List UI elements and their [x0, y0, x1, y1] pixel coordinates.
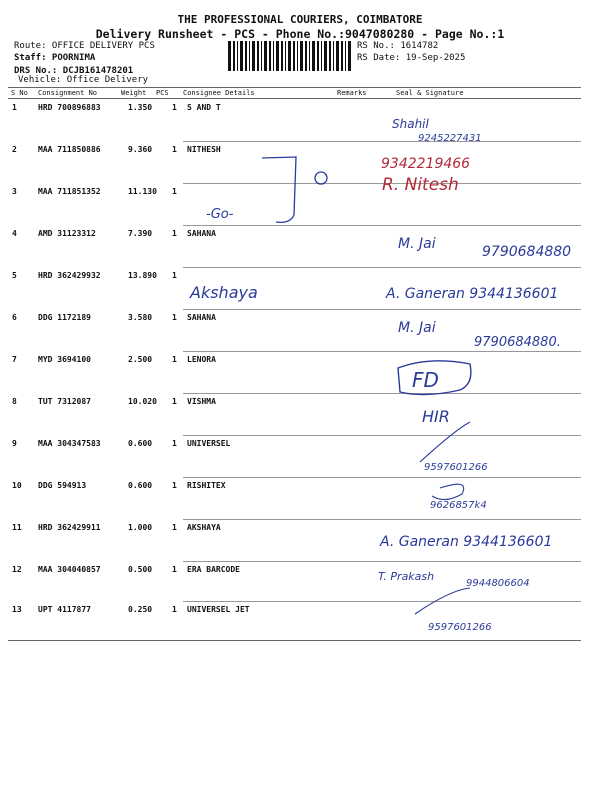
row3-bracket-mark [262, 157, 327, 222]
sig9-phone: 9597601266 [424, 462, 488, 473]
row-consignment: HRD 700896883 [38, 103, 101, 112]
sig4-phone: 9790684880 [482, 244, 572, 260]
rs-date: RS Date: 19-Sep-2025 [357, 53, 466, 63]
company-title: THE PROFESSIONAL COURIERS, COIMBATORE [177, 13, 423, 26]
row-sno: 13 [12, 605, 22, 614]
row-consignment: TUT 7312087 [38, 397, 91, 406]
row-consignee: SAHANA [187, 313, 216, 322]
row-pcs: 1 [172, 271, 177, 280]
row-sno: 7 [12, 355, 17, 364]
row-consignment: MYD 3694100 [38, 355, 91, 364]
row3-mark: -Go- [206, 207, 234, 222]
col-weight: Weight [121, 89, 147, 97]
row-pcs: 1 [172, 355, 177, 364]
row-weight: 7.390 [128, 229, 153, 238]
row-consignment: AMD 31123312 [38, 229, 96, 238]
col-consignee: Consignee Details [183, 89, 255, 97]
row-sno: 6 [12, 313, 17, 322]
row-sno: 9 [12, 439, 17, 448]
route-label: Route: OFFICE DELIVERY PCS [14, 41, 155, 51]
row-consignment: DDG 1172189 [38, 313, 91, 322]
vehicle-label: Vehicle: Office Delivery [18, 75, 149, 85]
row-pcs: 1 [172, 481, 177, 490]
col-consignment: Consignment No [38, 89, 98, 97]
row-weight: 13.890 [128, 271, 157, 280]
row-weight: 9.360 [128, 145, 153, 154]
row-pcs: 1 [172, 145, 177, 154]
sig7-stamp: FD [412, 368, 439, 392]
col-sno: S No [11, 89, 28, 97]
row-sno: 8 [12, 397, 17, 406]
row-consignee: LENORA [187, 355, 216, 364]
row-consignment: UPT 4117877 [38, 605, 91, 614]
row-pcs: 1 [172, 439, 177, 448]
row-consignee: RISHITEX [187, 481, 226, 490]
sig11-text: A. Ganeran 9344136601 [380, 534, 553, 550]
sig6-name: M. Jai [398, 320, 436, 336]
row-consignment: MAA 711851352 [38, 187, 101, 196]
sig1-phone: 9245227431 [418, 133, 482, 144]
sig1-name: Shahil [392, 117, 429, 131]
row-weight: 1.350 [128, 103, 153, 112]
row-weight: 0.600 [128, 439, 153, 448]
row-consignee: UNIVERSEL [187, 439, 231, 448]
row-weight: 10.020 [128, 397, 157, 406]
row-pcs: 1 [172, 313, 177, 322]
row-consignee: SAHANA [187, 229, 216, 238]
col-remarks: Remarks [337, 89, 367, 97]
row-consignee: NITHESH [187, 145, 221, 154]
row-sno: 4 [12, 229, 17, 238]
row-weight: 11.130 [128, 187, 157, 196]
row-pcs: 1 [172, 523, 177, 532]
row-pcs: 1 [172, 565, 177, 574]
row-weight: 2.500 [128, 355, 153, 364]
row-weight: 0.500 [128, 565, 153, 574]
row5-consignee-handwritten: Akshaya [190, 283, 258, 302]
row-weight: 1.000 [128, 523, 153, 532]
sig6-phone: 9790684880. [474, 335, 561, 350]
sig5-text: A. Ganeran 9344136601 [386, 286, 559, 302]
sig12-phone: 9944806604 [466, 578, 530, 589]
col-pcs: PCS [156, 89, 169, 97]
row-consignee: ERA BARCODE [187, 565, 240, 574]
sig2-name: R. Nitesh [382, 175, 459, 195]
row-consignee: VISHMA [187, 397, 216, 406]
row-consignment: MAA 711850886 [38, 145, 101, 154]
row-weight: 0.600 [128, 481, 153, 490]
row-pcs: 1 [172, 103, 177, 112]
row-pcs: 1 [172, 397, 177, 406]
row-sno: 3 [12, 187, 17, 196]
sig8-text: HIR [422, 407, 450, 426]
row-consignee: S AND T [187, 103, 221, 112]
row-weight: 3.580 [128, 313, 153, 322]
runsheet-subtitle: Delivery Runsheet - PCS - Phone No.:9047080280 - Page No.:1 [95, 27, 505, 41]
row-weight: 0.250 [128, 605, 153, 614]
sig13-phone: 9597601266 [428, 622, 492, 633]
col-signature: Seal & Signature [396, 89, 464, 97]
row-consignment: HRD 362429932 [38, 271, 101, 280]
row-pcs: 1 [172, 605, 177, 614]
rs-number: RS No.: 1614782 [357, 41, 439, 51]
row-pcs: 1 [172, 187, 177, 196]
sig12-name: T. Prakash [378, 570, 435, 583]
row-sno: 5 [12, 271, 17, 280]
drs-number: DRS No.: DCJB161478201 [14, 66, 134, 76]
row-sno: 1 [12, 103, 17, 112]
row-sno: 10 [12, 481, 22, 490]
row-consignment: MAA 304347583 [38, 439, 101, 448]
row-sno: 11 [12, 523, 22, 532]
row-consignee: UNIVERSEL JET [187, 605, 250, 614]
row-pcs: 1 [172, 229, 177, 238]
sig9-flourish [415, 422, 470, 614]
sig2-phone: 9342219466 [381, 156, 471, 172]
row-sno: 2 [12, 145, 17, 154]
sig4-name: M. Jai [398, 236, 436, 252]
row-sno: 12 [12, 565, 22, 574]
sig10-phone: 9626857k4 [430, 500, 487, 511]
row-consignment: HRD 362429911 [38, 523, 101, 532]
row-consignment: MAA 304040857 [38, 565, 101, 574]
staff-label: Staff: POORNIMA [14, 53, 96, 63]
row-consignment: DDG 594913 [38, 481, 87, 490]
row-consignee: AKSHAYA [187, 523, 221, 532]
